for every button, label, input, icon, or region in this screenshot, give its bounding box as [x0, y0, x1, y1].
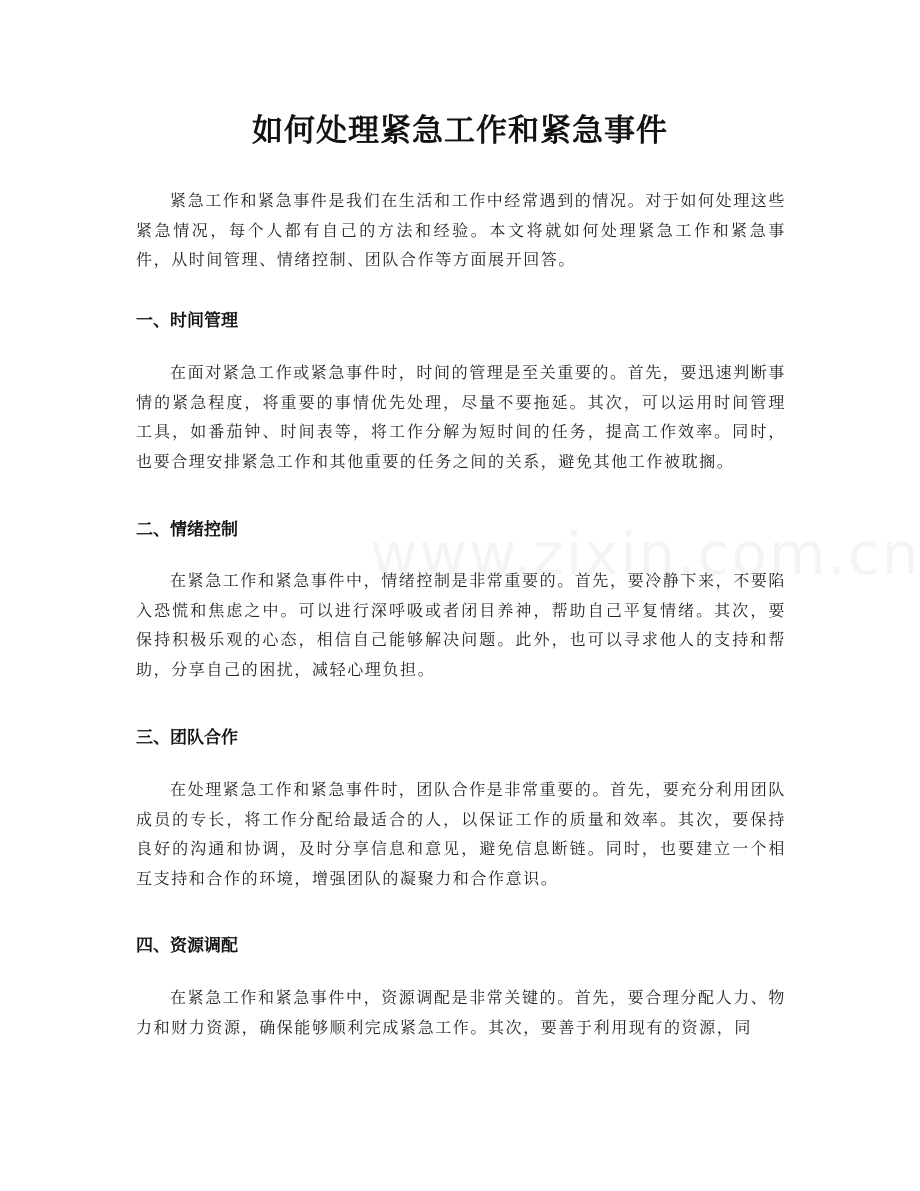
section-body-resource-allocation: 在紧急工作和紧急事件中，资源调配是非常关键的。首先，要合理分配人力、物力和财力资源，确保能够顺利完成紧急工作。其次，要善于利用现有的资源，同	[136, 988, 787, 1037]
document-title: 如何处理紧急工作和紧急事件	[252, 113, 668, 149]
section-heading-resource-allocation: 四、资源调配	[136, 936, 238, 956]
section-body-time-management: 在面对紧急工作或紧急事件时，时间的管理是至关重要的。首先，要迅速判断事情的紧急程度，将重要的事情优先处理，尽量不要拖延。其次，可以运用时间管理工具，如番茄钟、时间表等，将工作分解为短时间的任务，提高工作效率。同时，也要合理安排紧急工作和其他重要的任务之间的关系，避免其他工作被耽搁。	[136, 363, 787, 471]
intro-paragraph: 紧急工作和紧急事件是我们在生活和工作中经常遇到的情况。对于如何处理这些紧急情况，每个人都有自己的方法和经验。本文将就如何处理紧急工作和紧急事件，从时间管理、情绪控制、团队合作等方面展开回答。	[136, 191, 787, 269]
section-heading-teamwork: 三、团队合作	[136, 728, 238, 748]
section-body-teamwork: 在处理紧急工作和紧急事件时，团队合作是非常重要的。首先，要充分利用团队成员的专长，将工作分配给最适合的人，以保证工作的质量和效率。其次，要保持良好的沟通和协调，及时分享信息和意见，避免信息断链。同时，也要建立一个相互支持和合作的环境，增强团队的凝聚力和合作意识。	[136, 780, 787, 888]
section-heading-time-management: 一、时间管理	[136, 311, 238, 331]
section-heading-emotion-control: 二、情绪控制	[136, 520, 238, 540]
section-body-emotion-control: 在紧急工作和紧急事件中，情绪控制是非常重要的。首先，要冷静下来，不要陷入恐慌和焦虑之中。可以进行深呼吸或者闭目养神，帮助自己平复情绪。其次，要保持积极乐观的心态，相信自己能够解决问题。此外，也可以寻求他人的支持和帮助，分享自己的困扰，减轻心理负担。	[136, 571, 787, 679]
